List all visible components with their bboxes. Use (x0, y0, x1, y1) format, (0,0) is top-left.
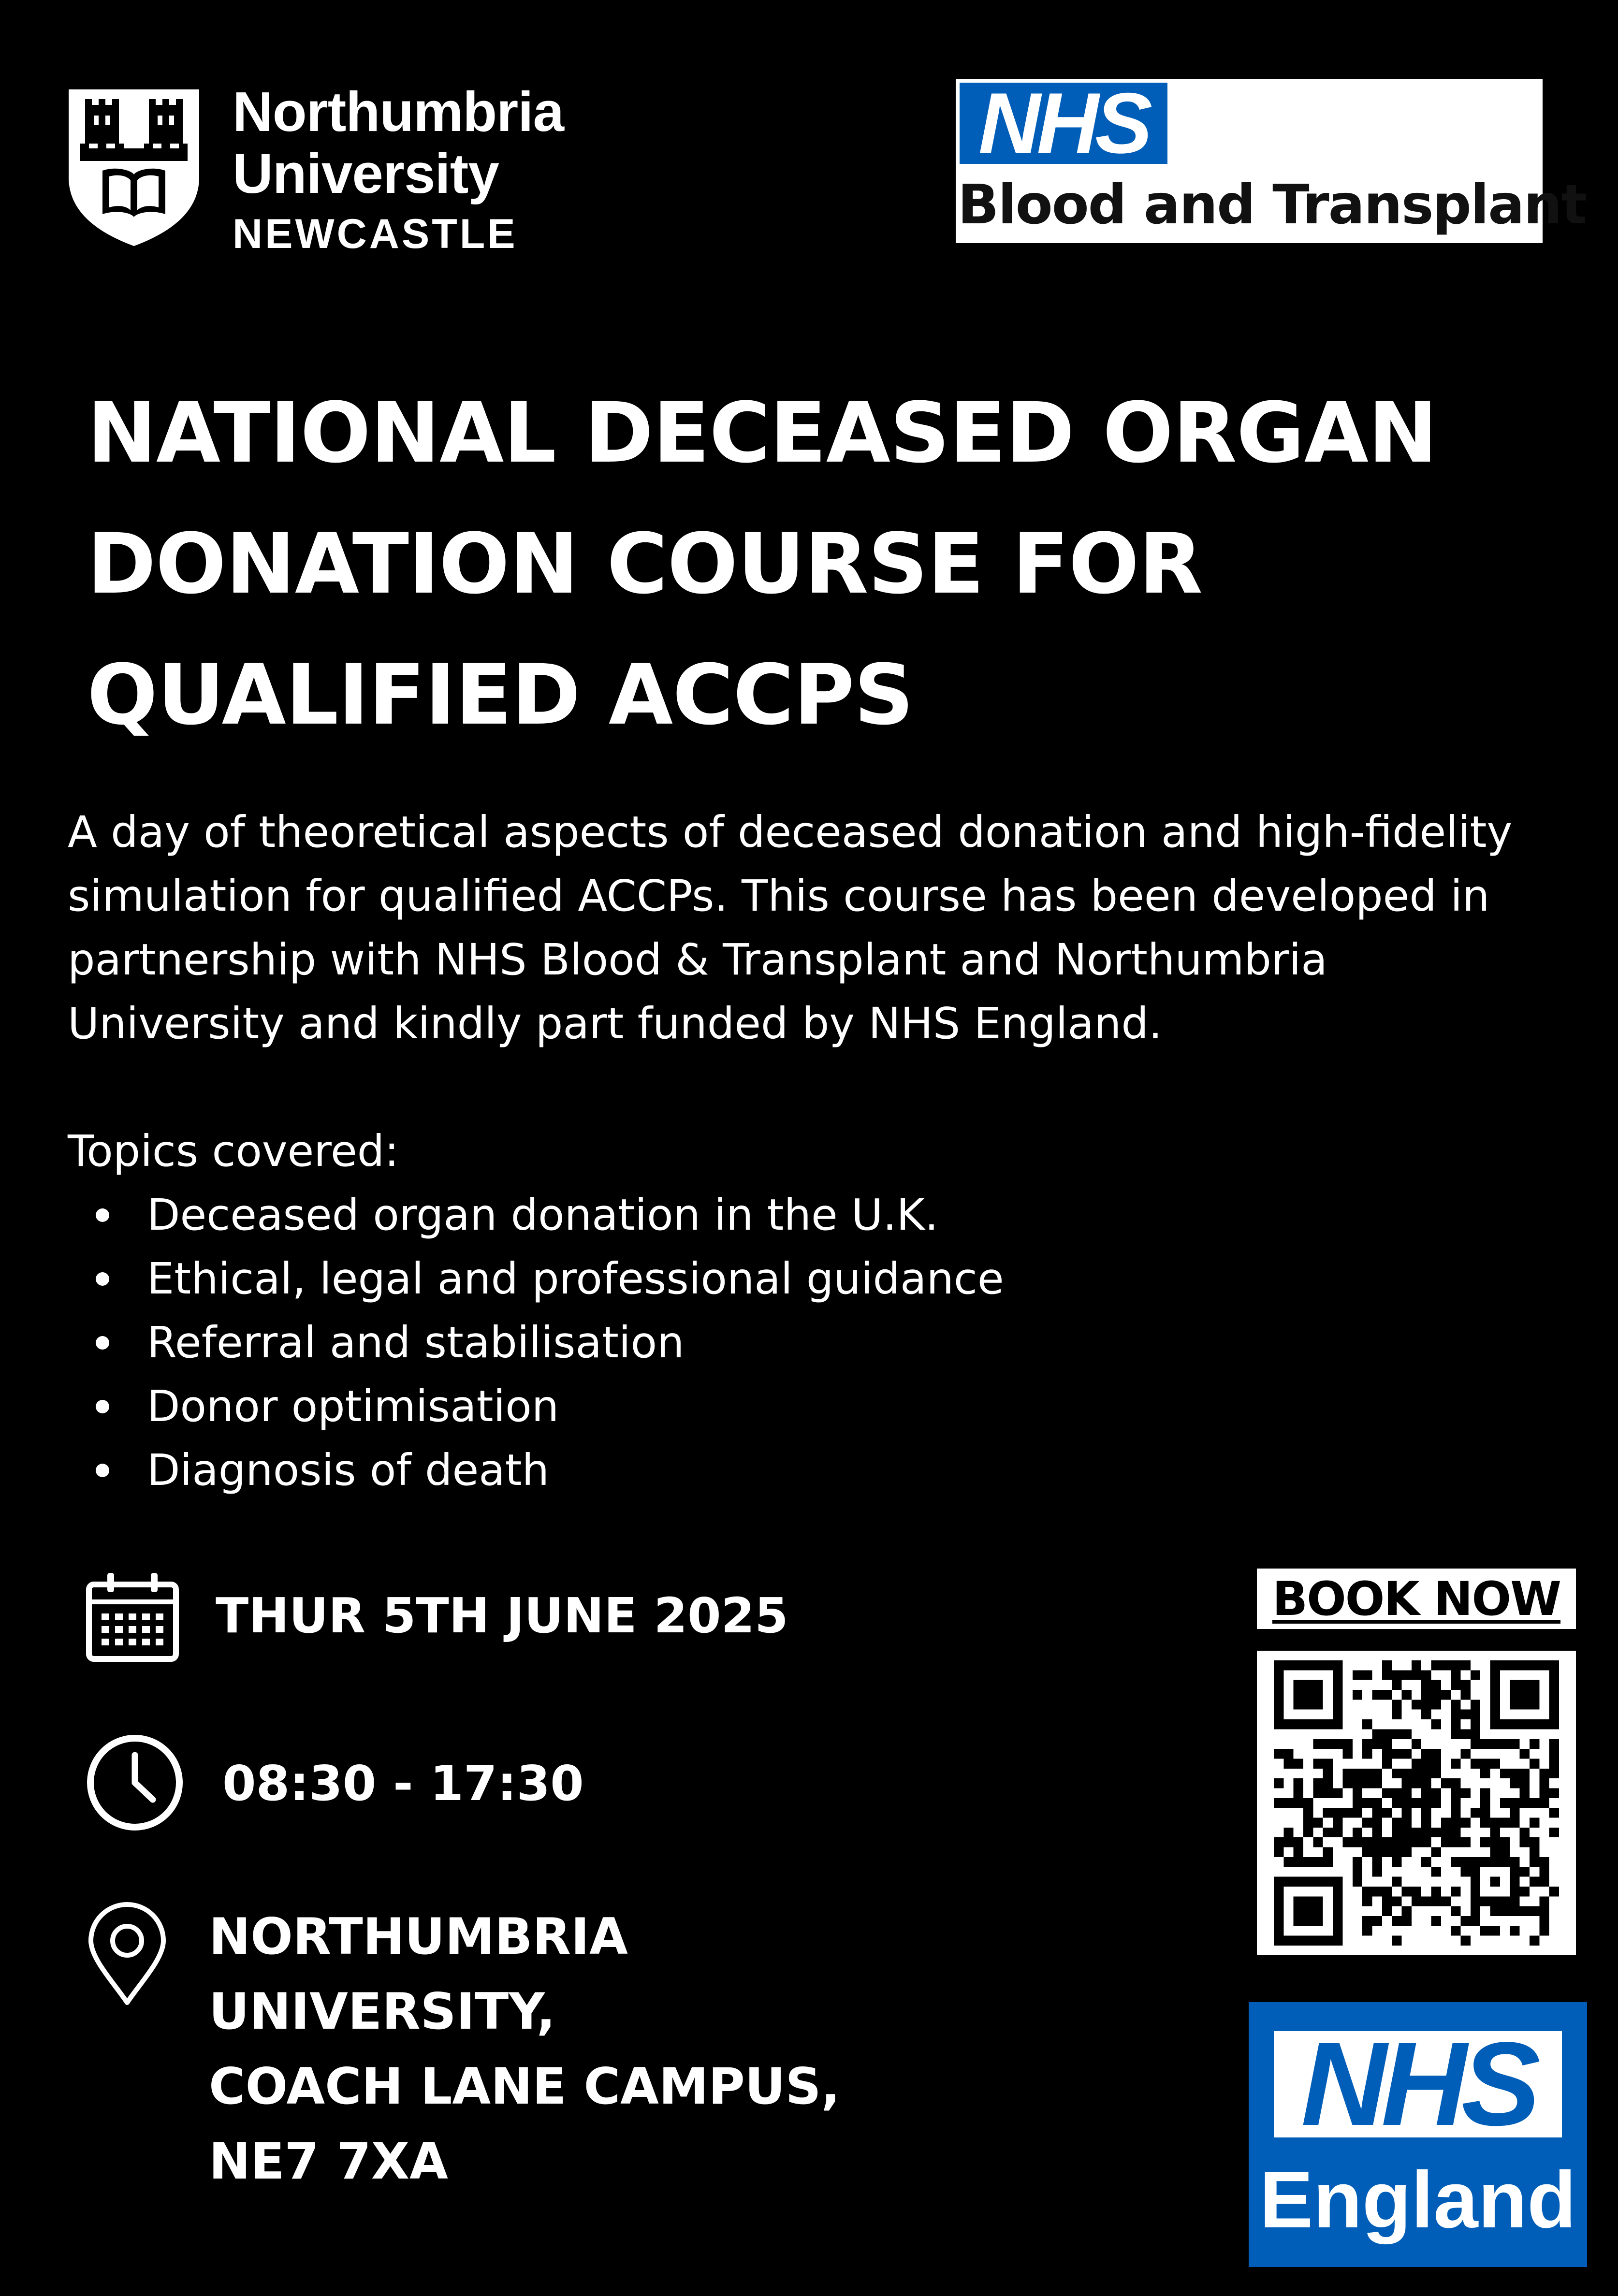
calendar-icon (85, 1571, 180, 1663)
topic-label: Referral and stabilisation (147, 1317, 685, 1367)
topic-label: Deceased organ donation in the U.K. (147, 1190, 939, 1240)
description-line: University and kindly part funded by NHS England. (68, 998, 1163, 1048)
topic-label: Diagnosis of death (147, 1445, 550, 1495)
map-pin-icon (86, 1902, 168, 2006)
event-date: THUR 5TH JUNE 2025 (216, 1587, 788, 1644)
booking-qr-code[interactable] (1257, 1651, 1576, 1955)
nhs-blood-and-transplant-logo (956, 75, 1587, 243)
location-line: NE7 7XA (209, 2133, 448, 2191)
list-item (68, 1247, 1004, 1310)
clock-icon (85, 1733, 185, 1832)
bullet-icon (96, 1272, 109, 1286)
location-line: UNIVERSITY, (209, 1983, 555, 2041)
list-item (68, 1438, 1004, 1502)
northumbria-wordmark: Northumbria (233, 80, 564, 143)
nhs-mark-text: NHS (978, 75, 1149, 171)
nhs-mark (960, 75, 1167, 171)
blood-and-transplant-wordmark: Blood and Transplant (958, 174, 1587, 236)
event-time: 08:30 - 17:30 (222, 1755, 584, 1812)
nhs-england-logo (1249, 2002, 1587, 2267)
newcastle-wordmark: NEWCASTLE (233, 211, 518, 257)
england-wordmark: England (1259, 2155, 1576, 2245)
topics-list (68, 1183, 1004, 1502)
topic-label: Ethical, legal and professional guidance (147, 1253, 1004, 1304)
bullet-icon (96, 1400, 109, 1413)
northumbria-university-logo (66, 80, 583, 257)
bullet-icon (96, 1336, 109, 1350)
book-now-label: BOOK NOW (1272, 1571, 1561, 1626)
event-location (209, 1900, 840, 2199)
university-wordmark: University (233, 142, 499, 205)
title-line: DONATION COURSE FOR (87, 515, 1203, 612)
list-item (68, 1183, 1004, 1247)
course-description (68, 800, 1557, 1055)
course-title (87, 367, 1537, 760)
location-line: COACH LANE CAMPUS, (209, 2058, 840, 2116)
bullet-icon (96, 1464, 109, 1477)
location-line: NORTHUMBRIA (209, 1908, 628, 1966)
book-now-button[interactable] (1257, 1569, 1576, 1629)
topics-heading: Topics covered: (68, 1126, 399, 1176)
description-line: simulation for qualified ACCPs. This course has been developed in (68, 871, 1490, 921)
description-line: A day of theoretical aspects of deceased donation and high-fidelity (68, 807, 1513, 857)
topic-label: Donor optimisation (147, 1381, 559, 1431)
castle-crest-icon (66, 86, 202, 248)
qr-code-icon (1271, 1660, 1561, 1946)
nhs-mark-text: NHS (1301, 2018, 1535, 2151)
title-line: QUALIFIED ACCPS (87, 646, 914, 743)
title-line: NATIONAL DECEASED ORGAN (87, 384, 1437, 481)
list-item (68, 1310, 1004, 1374)
nhs-mark (1274, 2018, 1562, 2151)
description-line: partnership with NHS Blood & Transplant and Northumbria (68, 934, 1327, 985)
bullet-icon (96, 1208, 109, 1222)
list-item (68, 1374, 1004, 1438)
